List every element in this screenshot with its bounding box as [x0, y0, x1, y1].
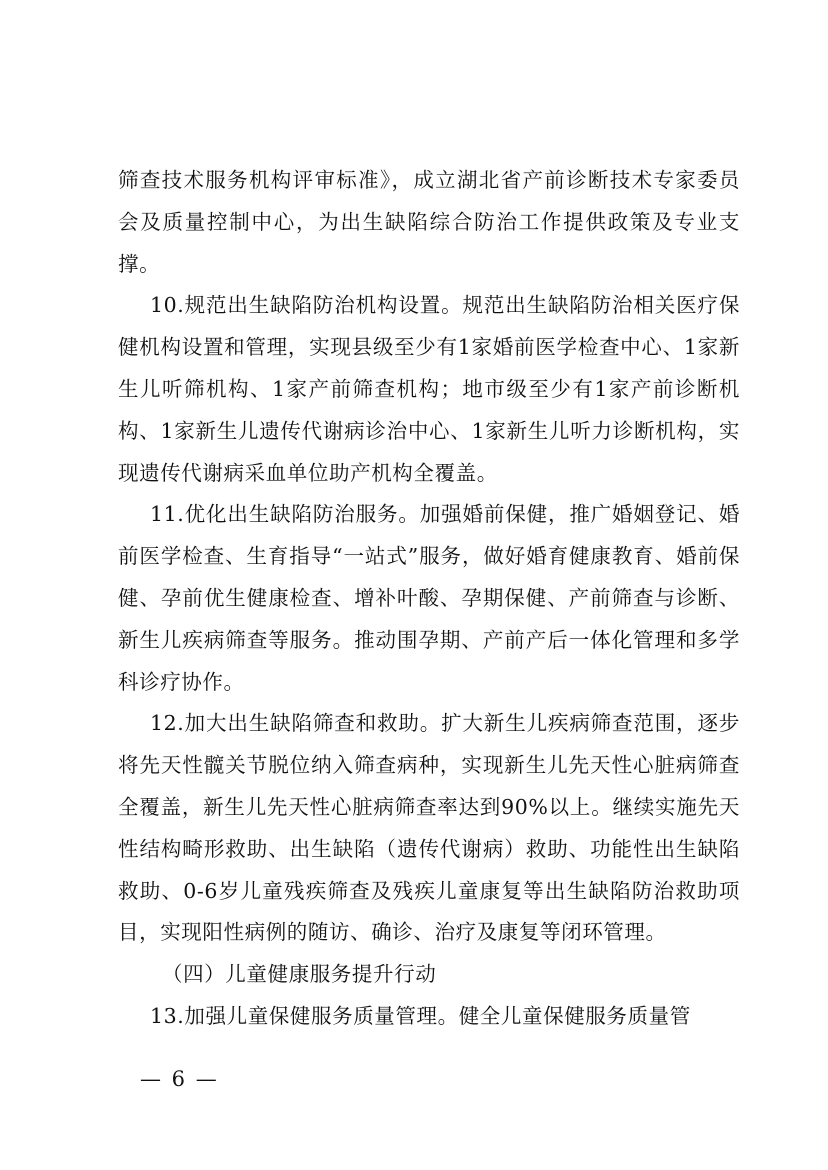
paragraph-item-12: 12.加大出生缺陷筛查和救助。扩大新生儿疾病筛查范围，逐步将先天性髋关节脱位纳入筛查病种，实现新生儿先天性心脏病筛查全覆盖，新生儿先天性心脏病筛查率达到90%以上。继续实施先天性结构畸形救助、出生缺陷（遗传代谢病）救助、功能性出生缺陷救助、0-6岁儿童残疾筛查及残疾儿童康复等出生缺陷防治救助项目，实现阳性病例的随访、确诊、治疗及康复等闭环管理。 [118, 711, 740, 945]
paragraph-item-13: 13.加强儿童保健服务质量管理。健全儿童保健服务质量管 [150, 1003, 691, 1028]
section-heading: （四）儿童健康服务提升行动 [162, 962, 437, 987]
page-number: — 6 — [140, 1067, 219, 1091]
paragraph-item-10: 10.规范出生缺陷防治机构设置。规范出生缺陷防治相关医疗保健机构设置和管理，实现县级至少有1家婚前医学检查中心、1家新生儿听筛机构、1家产前筛查机构；地市级至少有1家产前诊断机构、1家新生儿遗传代谢病诊治中心、1家新生儿听力诊断机构，实现遗传代谢病采血单位助产机构全覆盖。 [118, 293, 740, 485]
paragraph-continuation: 筛查技术服务机构评审标准》，成立湖北省产前诊断技术专家委员会及质量控制中心，为出生缺陷综合防治工作提供政策及专业支撑。 [118, 168, 740, 276]
paragraph-item-11: 11.优化出生缺陷防治服务。加强婚前保健，推广婚姻登记、婚前医学检查、生育指导“一站式”服务，做好婚育健康教育、婚前保健、孕前优生健康检查、增补叶酸、孕期保健、产前筛查与诊断、新生儿疾病筛查等服务。推动围孕期、产前产后一体化管理和多学科诊疗协作。 [118, 502, 740, 694]
document-body [118, 160, 740, 1038]
